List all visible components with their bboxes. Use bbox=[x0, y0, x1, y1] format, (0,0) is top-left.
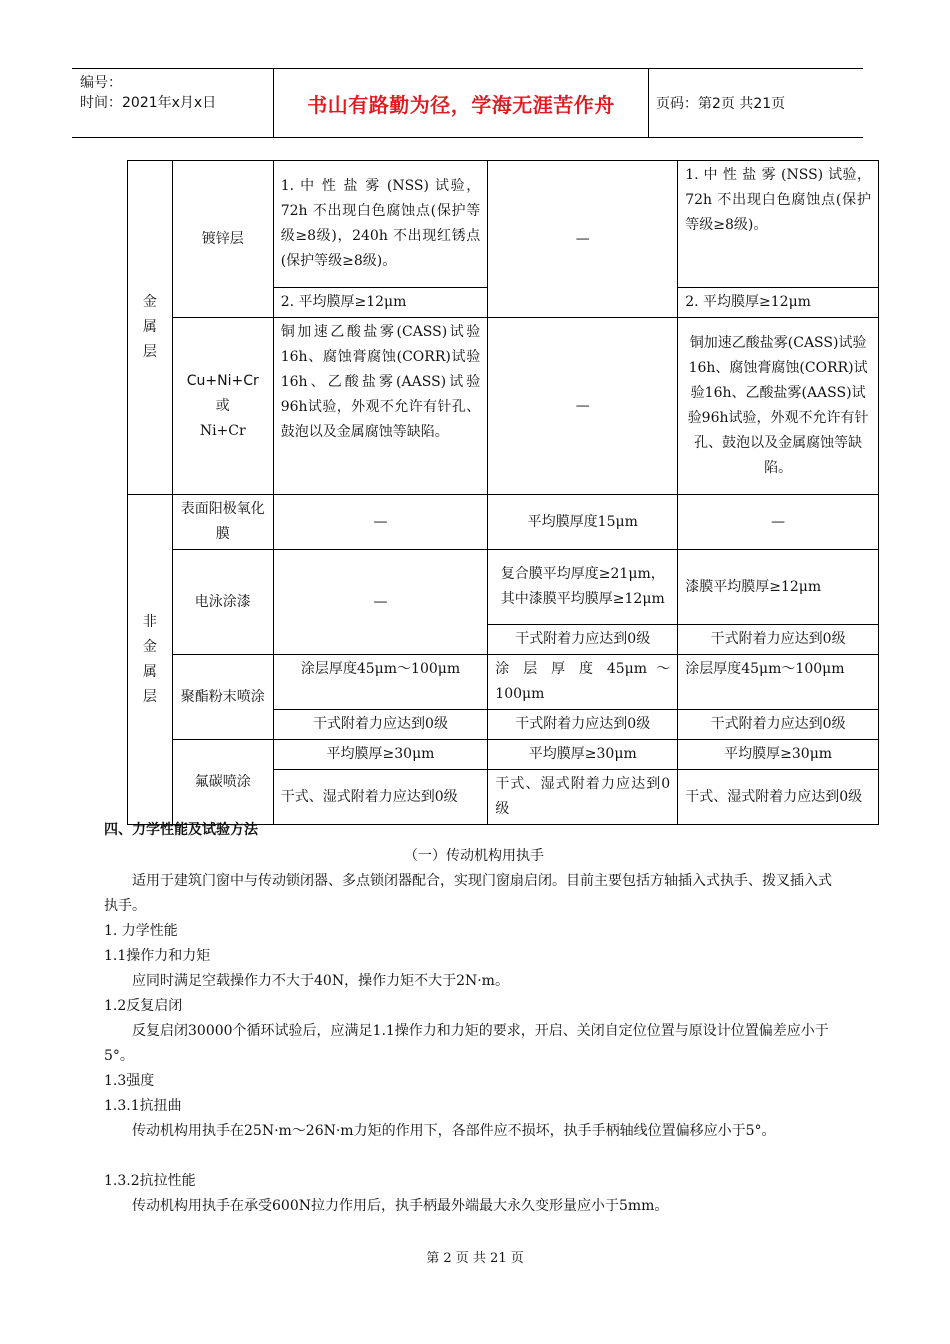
paragraph-1-3-1: 传动机构用执手在25N·m～26N·m力矩的作用下，各部件应不损坏，执手手柄轴线位置偏移应小于5°。 bbox=[132, 1123, 776, 1139]
table-row bbox=[128, 161, 879, 288]
table-cell: 涂层厚度45μm～100μm bbox=[678, 655, 879, 710]
table-cell: 干式、湿式附着力应达到0级 bbox=[678, 770, 879, 825]
table-cell: 干式附着力应达到0级 bbox=[678, 625, 879, 655]
header-meta bbox=[72, 69, 274, 137]
table-cell: 2. 平均膜厚≥12μm bbox=[678, 288, 879, 318]
code-label: 编号： bbox=[80, 75, 122, 91]
table-cell: 平均膜厚≥30μm bbox=[678, 740, 879, 770]
item-fluoro: 氟碳喷涂 bbox=[172, 740, 273, 825]
item-powder: 聚酯粉末喷涂 bbox=[172, 655, 273, 740]
table-cell: 1. 中 性 盐 雾 (NSS) 试验，72h 不出现白色腐蚀点(保护等级≥8级)，240h 不出现红锈点(保护等级≥8级)。 bbox=[273, 161, 488, 288]
table-cell: 平均膜厚度15μm bbox=[488, 495, 678, 550]
coating-table bbox=[127, 160, 879, 825]
paragraph-1-1: 应同时满足空载操作力不大于40N，操作力矩不大于2N·m。 bbox=[132, 973, 509, 989]
table-row bbox=[128, 655, 879, 710]
heading-1-3-1: 1.3.1抗扭曲 bbox=[104, 1098, 182, 1114]
table-cell: 涂 层 厚 度 45μm ～100μm bbox=[488, 655, 678, 710]
intro-paragraph: 适用于建筑门窗中与传动锁闭器、多点锁闭器配合，实现门窗扇启闭。目前主要包括方轴插入式执手、拨叉插入式执手。 bbox=[104, 873, 832, 914]
table-cell: 干式附着力应达到0级 bbox=[273, 710, 488, 740]
table-cell: 复合膜平均厚度≥21μm，其中漆膜平均膜厚≥12μm bbox=[488, 550, 678, 625]
header-motto: 书山有路勤为径，学海无涯苦作舟 bbox=[274, 69, 649, 137]
item-cunicr: Cu+Ni+Cr 或 Ni+Cr bbox=[172, 318, 273, 495]
page-footer: 第 2 页 共 21 页 bbox=[426, 1251, 524, 1266]
table-cell: 铜加速乙酸盐雾(CASS)试验 16h、腐蚀膏腐蚀(CORR)试验16h、乙酸盐雾(AASS)试验96h试验，外观不允许有针孔、鼓泡以及金属腐蚀等缺陷。 bbox=[273, 318, 488, 495]
page-header bbox=[72, 68, 863, 138]
table-cell: 干式、湿式附着力应达到0级 bbox=[488, 770, 678, 825]
subsection-heading: （一）传动机构用执手 bbox=[404, 848, 544, 864]
table-cell: 漆膜平均膜厚≥12μm bbox=[678, 550, 879, 625]
table-cell: — bbox=[488, 318, 678, 495]
heading-1-3-2: 1.3.2抗拉性能 bbox=[104, 1173, 196, 1189]
heading-1-3: 1.3强度 bbox=[104, 1073, 155, 1089]
heading-1-2: 1.2反复启闭 bbox=[104, 998, 183, 1014]
table-cell: — bbox=[273, 550, 488, 655]
section-heading: 四、力学性能及试验方法 bbox=[104, 822, 258, 838]
category-nonmetal: 非金属层 bbox=[128, 495, 173, 825]
header-page: 页码：第2页 共21页 bbox=[656, 96, 786, 112]
heading-1: 1. 力学性能 bbox=[104, 923, 178, 939]
heading-1-1: 1.1操作力和力矩 bbox=[104, 948, 211, 964]
table-cell: 干式附着力应达到0级 bbox=[678, 710, 879, 740]
table-cell: 2. 平均膜厚≥12μm bbox=[273, 288, 488, 318]
table-row bbox=[128, 550, 879, 625]
paragraph-1-2: 反复启闭30000个循环试验后，应满足1.1操作力和力矩的要求，开启、关闭自定位位置与原设计位置偏差应小于5°。 bbox=[104, 1023, 829, 1064]
table-cell: — bbox=[488, 161, 678, 318]
item-anodic: 表面阳极氧化膜 bbox=[172, 495, 273, 550]
date-label: 时间：2021年x月x日 bbox=[80, 95, 217, 111]
table-row bbox=[128, 740, 879, 770]
table-row bbox=[128, 495, 879, 550]
table-cell: 干式附着力应达到0级 bbox=[488, 625, 678, 655]
table-cell: 干式附着力应达到0级 bbox=[488, 710, 678, 740]
table-cell: 平均膜厚≥30μm bbox=[273, 740, 488, 770]
table-cell: — bbox=[273, 495, 488, 550]
category-metal: 金属层 bbox=[128, 161, 173, 495]
item-zinc: 镀锌层 bbox=[172, 161, 273, 318]
table-cell: 1. 中 性 盐 雾 (NSS) 试验，72h 不出现白色腐蚀点(保护等级≥8级)。 bbox=[678, 161, 879, 288]
table-cell: 铜加速乙酸盐雾(CASS)试验16h、腐蚀膏腐蚀(CORR)试验16h、乙酸盐雾(AASS)试验96h试验，外观不允许有针孔、鼓泡以及金属腐蚀等缺陷。 bbox=[678, 318, 879, 495]
table-cell: 干式、湿式附着力应达到0级 bbox=[273, 770, 488, 825]
table-cell: 平均膜厚≥30μm bbox=[488, 740, 678, 770]
item-electro: 电泳涂漆 bbox=[172, 550, 273, 655]
paragraph-1-3-2: 传动机构用执手在承受600N拉力作用后，执手柄最外端最大永久变形量应小于5mm。 bbox=[132, 1198, 669, 1214]
table-cell: — bbox=[678, 495, 879, 550]
table-cell: 涂层厚度45μm～100μm bbox=[273, 655, 488, 710]
